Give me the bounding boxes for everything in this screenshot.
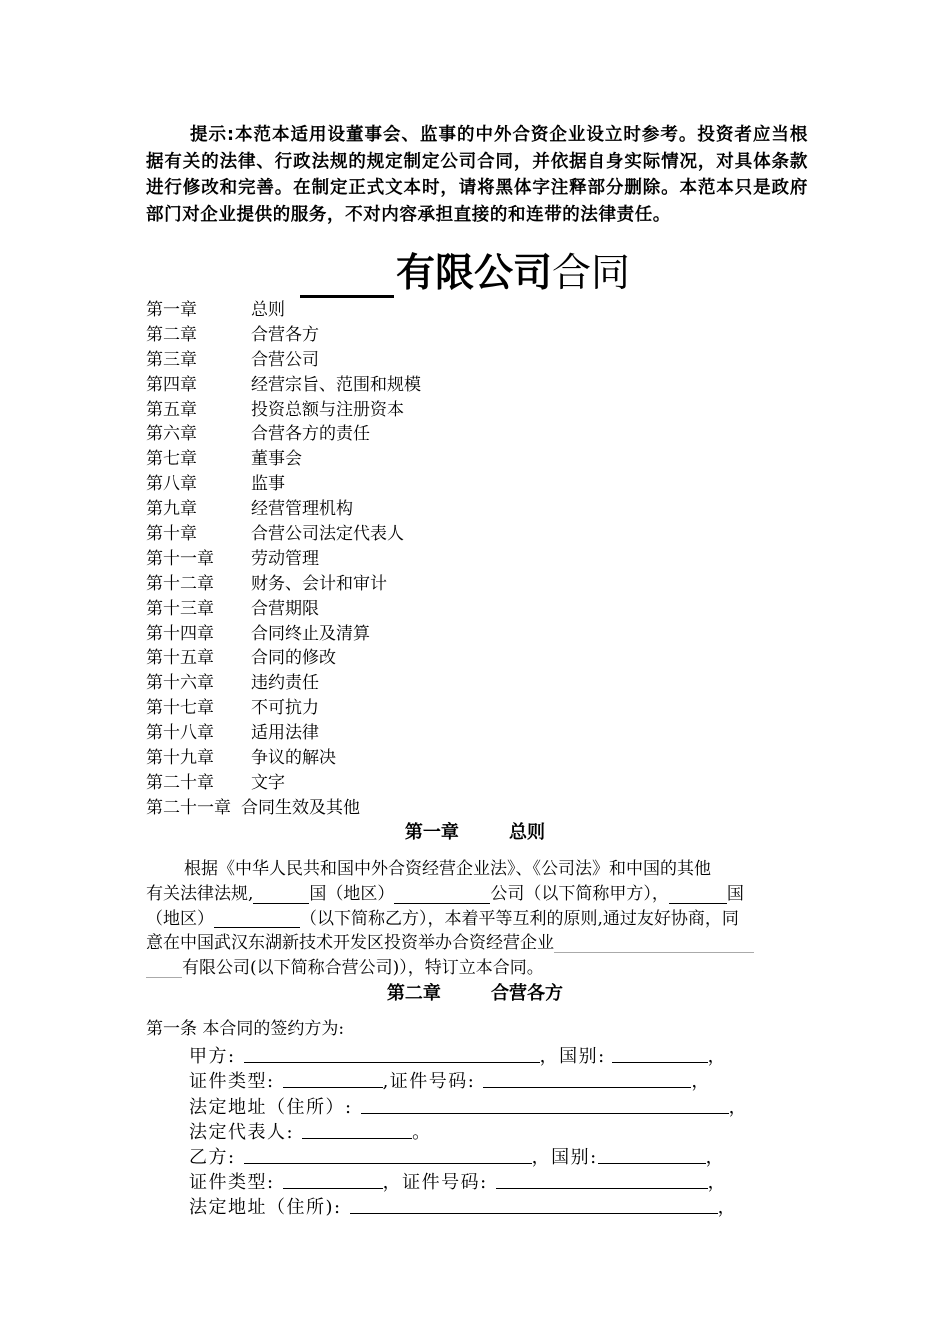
- toc-item: [146, 796, 646, 821]
- toc-item: [146, 522, 646, 547]
- paragraph-text: 根据《中华人民共和国中外合资经营企业法》、《公司法》和中国的其他: [184, 859, 711, 879]
- party-b-row: [189, 1143, 725, 1169]
- toc-chapter-title: 合营期限: [251, 598, 319, 619]
- contract-title: [300, 246, 630, 298]
- country-label: ，国别:: [539, 1046, 606, 1067]
- toc-chapter-title: 合营各方的责任: [251, 424, 370, 445]
- toc-item: [146, 547, 646, 572]
- toc-chapter-title: 董事会: [251, 449, 302, 470]
- toc-chapter-number: 第十章: [146, 524, 197, 545]
- toc-item: [146, 622, 646, 647]
- party-b-country-field[interactable]: [598, 1143, 706, 1164]
- country-label: ，国别:: [531, 1147, 598, 1168]
- party-b-label: 乙方:: [189, 1147, 236, 1168]
- toc-item: [146, 398, 646, 423]
- paragraph-text: （地区）: [146, 908, 214, 929]
- paragraph-text: 有关法律法规,: [146, 883, 254, 904]
- notice-text: 提示:本范本适用设董事会、监事的中外合资企业设立时参考。投资者应当根据有关的法律、行政法规的规定制定公司合同，并依据自身实际情况，对具体条款进行修改和完善。在制定正式文本时，请将黑体字注释部分删除。本范本只是政府部门对企业提供的服务，不对内容承担直接的和连带的法律责任。: [146, 125, 808, 225]
- comma: ，: [705, 1147, 726, 1168]
- country-a-blank: [253, 885, 309, 904]
- toc-chapter-title: 劳动管理: [251, 548, 319, 569]
- toc-chapter-number: 第四章: [146, 374, 197, 395]
- toc-item: [146, 721, 646, 746]
- jv-name-blank-cont: [146, 959, 182, 978]
- toc-chapter-title: 合同生效及其他: [241, 797, 360, 818]
- party-b-address-row: [189, 1193, 737, 1219]
- toc-item: [146, 298, 646, 323]
- toc-item: [146, 671, 646, 696]
- toc-item: [146, 696, 646, 721]
- party-a-label: 甲方:: [189, 1046, 236, 1067]
- paragraph-text: （以下简称乙方），本着平等互利的原则,通过友好协商，同: [300, 908, 739, 929]
- toc-item: [146, 373, 646, 398]
- party-a-rep-field[interactable]: [302, 1118, 412, 1139]
- toc-chapter-title: 违约责任: [251, 673, 319, 694]
- party-b-cert-row: [189, 1168, 727, 1194]
- toc-chapter-number: 第七章: [146, 449, 197, 470]
- toc-chapter-title: 合同终止及清算: [251, 623, 370, 644]
- toc-chapter-number: 第十五章: [146, 648, 214, 669]
- toc-item: [146, 323, 646, 348]
- chapter-1-heading: 第一章 总则: [404, 822, 546, 843]
- party-b-cert-type-field[interactable]: [283, 1168, 383, 1189]
- toc-chapter-title: 文字: [251, 772, 285, 793]
- party-a-row: [189, 1042, 727, 1068]
- period: 。: [412, 1122, 432, 1143]
- toc-chapter-number: 第六章: [146, 424, 197, 445]
- comma: ，: [707, 1046, 728, 1067]
- comma: ，: [717, 1197, 738, 1218]
- toc-chapter-title: 监事: [251, 474, 285, 495]
- toc-chapter-number: 第一章: [146, 300, 197, 320]
- toc-chapter-number: 第二章: [146, 324, 197, 345]
- toc-item: [146, 597, 646, 622]
- party-a-cert-type-field[interactable]: [283, 1067, 383, 1088]
- toc-chapter-number: 第二十章: [146, 772, 214, 793]
- chapter-2-heading: 第二章 合营各方: [386, 983, 564, 1004]
- toc-chapter-title: 不可抗力: [251, 698, 319, 719]
- toc-chapter-title: 经营管理机构: [251, 499, 353, 520]
- cert-no-label: ,证件号码:: [382, 1071, 476, 1092]
- toc-item: [146, 447, 646, 472]
- jv-name-blank: [554, 934, 754, 953]
- article-1: 第一条 本合同的签约方为:: [146, 1019, 345, 1039]
- toc-chapter-title: 合营公司: [251, 349, 319, 370]
- comma: ，: [707, 1172, 728, 1193]
- paragraph-line: [146, 907, 808, 932]
- toc-chapter-title: 合营各方: [251, 324, 319, 345]
- comma: ，: [728, 1097, 749, 1118]
- cert-type-label: 证件类型:: [189, 1071, 275, 1092]
- toc-chapter-title: 适用法律: [251, 723, 319, 744]
- company-name-blank: [300, 257, 394, 298]
- toc-chapter-number: 第八章: [146, 474, 197, 495]
- legal-address-label: 法定地址（住所）:: [189, 1097, 353, 1118]
- toc-chapter-title: 争议的解决: [251, 748, 336, 769]
- party-b-cert-no-field[interactable]: [496, 1168, 708, 1189]
- party-a-name-field[interactable]: [244, 1042, 540, 1063]
- toc-chapter-title: 合营公司法定代表人: [251, 524, 404, 545]
- toc-chapter-title: 总则: [251, 300, 285, 320]
- legal-rep-label: 法定代表人:: [189, 1122, 295, 1143]
- paragraph-text: 公司（以下简称甲方），: [490, 883, 669, 904]
- paragraph-line: [146, 956, 808, 981]
- party-a-country-field[interactable]: [612, 1042, 708, 1063]
- toc-chapter-number: 第十八章: [146, 723, 214, 744]
- country-b-blank: [669, 885, 727, 904]
- toc-chapter-title: 经营宗旨、范围和规模: [251, 374, 421, 395]
- toc-item: [146, 646, 646, 671]
- title-main: 有限公司: [396, 251, 553, 296]
- party-a-cert-no-field[interactable]: [483, 1067, 691, 1088]
- party-a-cert-row: [189, 1067, 711, 1093]
- comma: ，: [691, 1071, 711, 1092]
- toc-chapter-title: 合同的修改: [251, 648, 336, 669]
- toc-chapter-number: 第十二章: [146, 573, 214, 594]
- toc-chapter-number: 第十三章: [146, 598, 214, 619]
- legal-address-label: 法定地址（住所):: [189, 1197, 342, 1218]
- cert-no-label: ，证件号码:: [382, 1172, 488, 1193]
- toc-item: [146, 472, 646, 497]
- toc-chapter-number: 第十四章: [146, 623, 214, 644]
- paragraph-text: 国（地区）: [309, 883, 395, 904]
- paragraph-text: 国: [726, 883, 744, 904]
- paragraph-text: 有限公司(以下简称合营公司)），特订立本合同。: [182, 958, 544, 979]
- paragraph-line: [146, 882, 808, 907]
- party-b-blank: [214, 909, 300, 928]
- company-a-blank: [394, 885, 490, 904]
- toc-chapter-number: 第十九章: [146, 748, 214, 769]
- paragraph-line: [146, 931, 808, 956]
- toc-chapter-number: 第三章: [146, 349, 197, 370]
- toc-item: [146, 422, 646, 447]
- toc-chapter-number: 第十六章: [146, 673, 214, 694]
- toc-item: [146, 746, 646, 771]
- toc-chapter-title: 投资总额与注册资本: [251, 399, 404, 420]
- toc-item: [146, 348, 646, 373]
- party-b-address-field[interactable]: [350, 1193, 718, 1214]
- toc-item: [146, 497, 646, 522]
- chapter-1-paragraph: [146, 857, 808, 981]
- notice-paragraph: [146, 122, 808, 228]
- paragraph-text: 意在中国武汉东湖新技术开发区投资举办合资经营企业: [146, 933, 554, 954]
- party-a-address-row: [189, 1093, 748, 1119]
- toc-chapter-title: 财务、会计和审计: [251, 573, 387, 594]
- cert-type-label: 证件类型:: [189, 1172, 275, 1193]
- toc-chapter-number: 第二十一章: [146, 797, 231, 818]
- toc-chapter-number: 第九章: [146, 499, 197, 520]
- toc-chapter-number: 第五章: [146, 399, 197, 420]
- toc-item: [146, 572, 646, 597]
- title-tail: 合同: [552, 251, 631, 296]
- toc-chapter-number: 第十七章: [146, 698, 214, 719]
- paragraph-line: [146, 857, 808, 882]
- party-a-rep-row: [189, 1118, 432, 1144]
- table-of-contents: [146, 298, 646, 821]
- party-a-address-field[interactable]: [361, 1093, 729, 1114]
- party-b-name-field[interactable]: [244, 1143, 532, 1164]
- toc-chapter-number: 第十一章: [146, 548, 214, 569]
- toc-item: [146, 771, 646, 796]
